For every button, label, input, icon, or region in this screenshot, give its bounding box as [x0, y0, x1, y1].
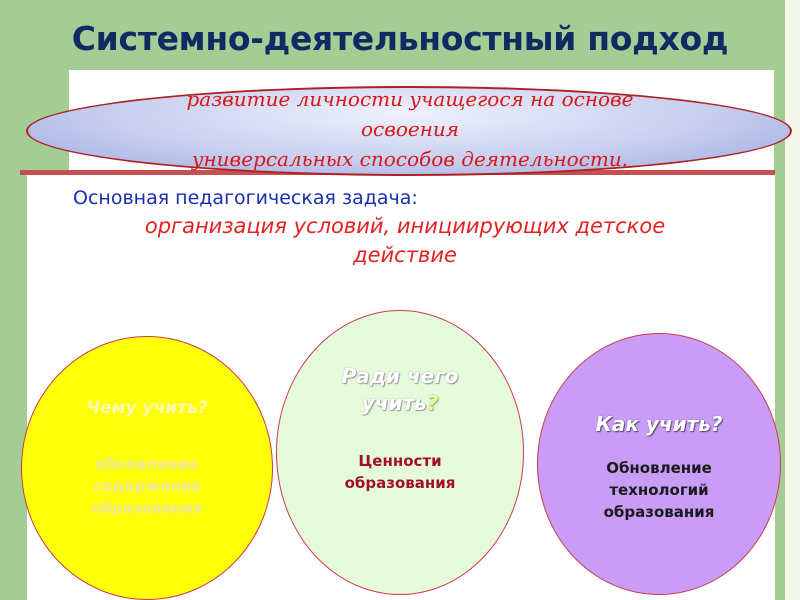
task-label: Основная педагогическая задача:	[73, 187, 418, 209]
goal-line-1: развитие личности учащегося на основе	[186, 87, 634, 111]
how-to-teach-body	[537, 457, 781, 523]
how-to-teach-line-3: образования	[603, 503, 715, 521]
what-to-teach-line-2: содержания	[93, 477, 201, 495]
why-teach-line-1: Ценности	[358, 452, 442, 470]
how-to-teach-line-1: Обновление	[606, 459, 712, 477]
why-teach-question-line-2	[276, 390, 524, 417]
why-teach-question-mark: ?	[426, 391, 439, 415]
what-to-teach-line-1: обновление	[95, 455, 199, 473]
how-to-teach-line-2: технологий	[609, 481, 709, 499]
task-line-1: организация условий, инициирующих детское	[144, 214, 666, 238]
why-teach-question-line-1: Ради чего	[341, 364, 459, 388]
goal-text	[90, 84, 730, 174]
what-to-teach-body	[21, 453, 273, 519]
why-teach-body	[276, 450, 524, 494]
what-to-teach-line-3: образования	[91, 499, 203, 517]
task-text	[60, 212, 750, 270]
why-teach-question	[276, 363, 524, 417]
goal-line-2: освоения	[360, 117, 460, 141]
why-teach-line-2: образования	[344, 474, 456, 492]
page-title: Системно-деятельностный подход	[71, 19, 729, 58]
task-line-2: действие	[353, 243, 457, 267]
how-to-teach-question: Как учить?	[595, 412, 723, 436]
goal-line-3: универсальных способов деятельности.	[191, 147, 629, 171]
why-teach-question-word: учить	[361, 391, 427, 415]
what-to-teach-question: Чему учить?	[86, 398, 208, 418]
